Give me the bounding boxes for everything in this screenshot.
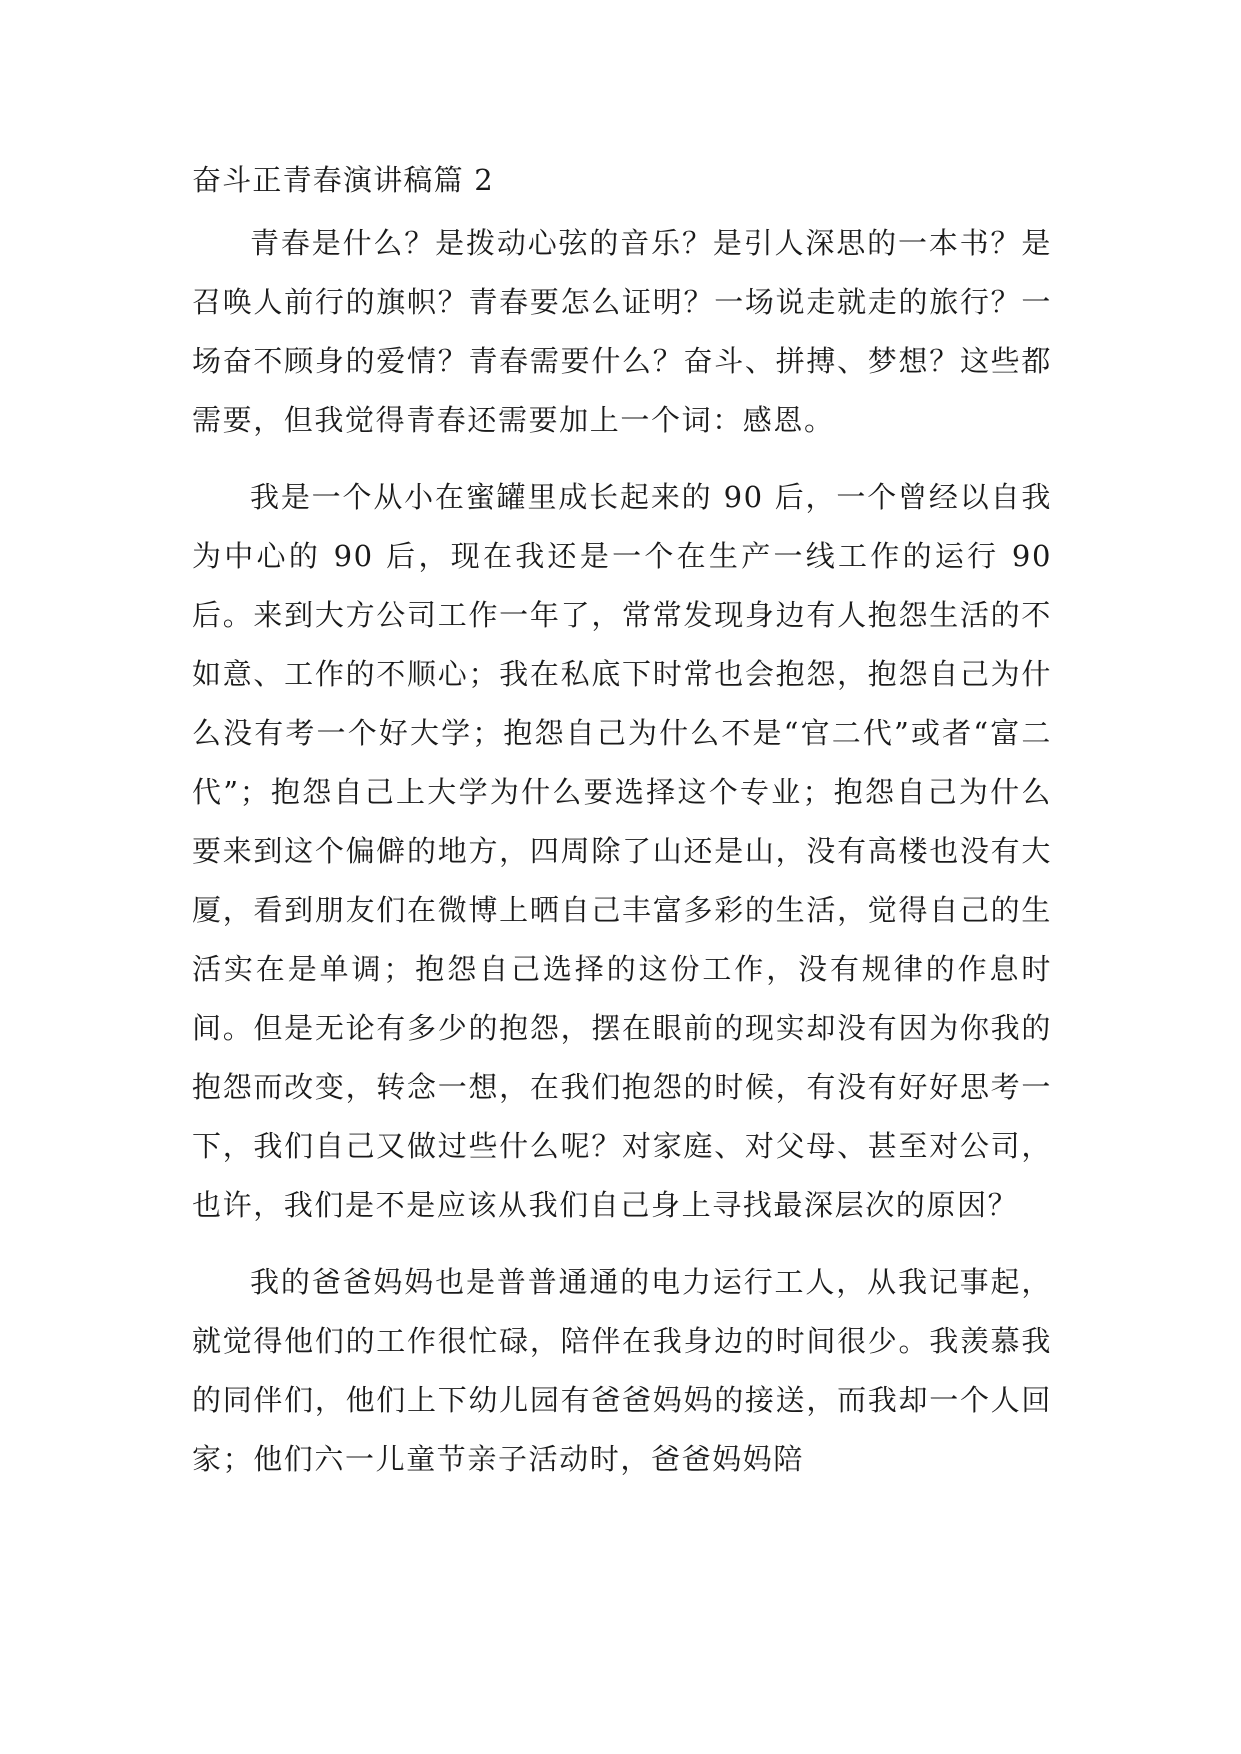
paragraph-3: 我的爸爸妈妈也是普普通通的电力运行工人，从我记事起，就觉得他们的工作很忙碌，陪伴在我身边的时间很少。我羡慕我的同伴们，他们上下幼儿园有爸爸妈妈的接送，而我却一个人回家；他们六一儿童节亲子活动时，爸爸妈妈陪 — [192, 1265, 1052, 1476]
document-body — [192, 160, 1052, 1489]
paragraph-1: 青春是什么？是拨动心弦的音乐？是引人深思的一本书？是召唤人前行的旗帜？青春要怎么证明？一场说走就走的旅行？一场奋不顾身的爱情？青春需要什么？奋斗、拼搏、梦想？这些都需要，但我觉得青春还需要加上一个词：感恩。 — [192, 226, 1052, 437]
paragraph-2: 我是一个从小在蜜罐里成长起来的 90 后，一个曾经以自我为中心的 90 后，现在我还是一个在生产一线工作的运行 90 后。来到大方公司工作一年了，常常发现身边有人抱怨生活的不如意、工作的不顺心；我在私底下时常也会抱怨，抱怨自己为什么没有考一个好大学；抱怨自己为什么不是“官二代”或者“富二代”；抱怨自己上大学为什么要选择这个专业；抱怨自己为什么要来到这个偏僻的地方，四周除了山还是山，没有高楼也没有大厦，看到朋友们在微博上晒自己丰富多彩的生活，觉得自己的生活实在是单调；抱怨自己选择的这份工作，没有规律的作息时间。但是无论有多少的抱怨，摆在眼前的现实却没有因为你我的抱怨而改变，转念一想，在我们抱怨的时候，有没有好好思考一下，我们自己又做过些什么呢？对家庭、对父母、甚至对公司，也许，我们是不是应该从我们自己身上寻找最深层次的原因？ — [192, 480, 1052, 1222]
document-title: 奋斗正青春演讲稿篇 2 — [192, 163, 494, 197]
